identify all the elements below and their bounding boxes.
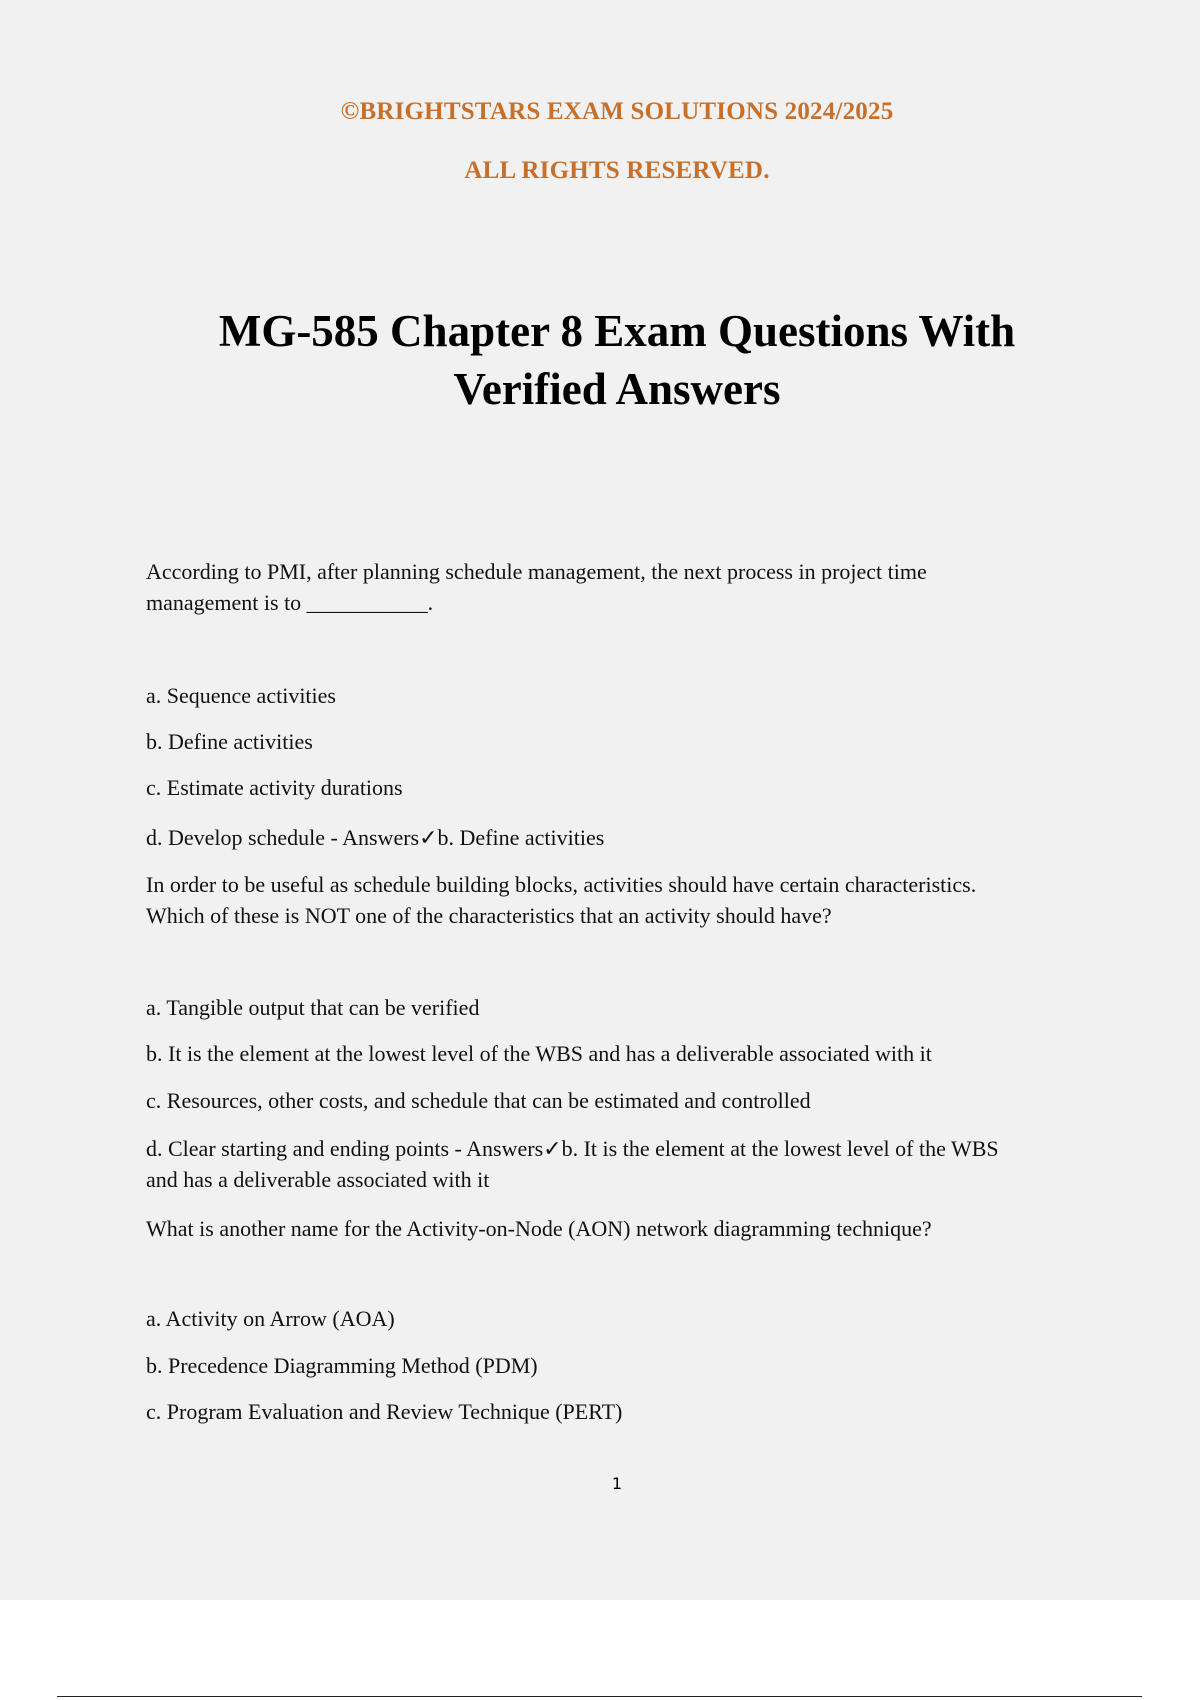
question-2-option-d-answer: [146, 1133, 1086, 1195]
question-2-option-b: b. It is the element at the lowest level of the WBS and has a deliverable associated with it: [146, 1041, 932, 1066]
question-2-answer-line-2: and has a deliverable associated with it: [146, 1167, 490, 1192]
question-2-option-a: a. Tangible output that can be verified: [146, 995, 480, 1020]
question-1-option-a: a. Sequence activities: [146, 683, 336, 708]
title-line-1: MG-585 Chapter 8 Exam Questions With: [218, 306, 1016, 356]
question-1-option-d-answer: d. Develop schedule - Answers✓b. Define activities: [146, 825, 605, 850]
question-2-prompt: [146, 869, 1086, 931]
question-1-option-b: b. Define activities: [146, 729, 313, 754]
question-2-prompt-line-2: Which of these is NOT one of the characteristics that an activity should have?: [146, 903, 832, 928]
question-3-option-b: b. Precedence Diagramming Method (PDM): [146, 1353, 538, 1378]
question-2-prompt-line-1: In order to be useful as schedule building blocks, activities should have certain characteristics.: [146, 872, 977, 897]
question-2-option-c: c. Resources, other costs, and schedule that can be estimated and controlled: [146, 1088, 811, 1113]
question-2-answer-line-1: d. Clear starting and ending points - Answers✓b. It is the element at the lowest level of the WBS: [146, 1136, 999, 1161]
question-3-option-a: a. Activity on Arrow (AOA): [146, 1306, 395, 1331]
copyright-line-2: ALL RIGHTS RESERVED.: [464, 157, 770, 184]
copyright-line-1: ©BRIGHTSTARS EXAM SOLUTIONS 2024/2025: [340, 98, 894, 125]
question-3-option-c: c. Program Evaluation and Review Technique (PERT): [146, 1399, 623, 1424]
question-3-prompt: What is another name for the Activity-on-Node (AON) network diagramming technique?: [146, 1216, 932, 1241]
title-line-2: Verified Answers: [453, 364, 781, 414]
document-title: [0, 302, 1200, 418]
page-divider: [57, 1696, 1142, 1697]
question-1-prompt-line-1: According to PMI, after planning schedule management, the next process in project time: [146, 559, 927, 584]
question-1-prompt: [146, 556, 1086, 618]
page-number: 1: [611, 1474, 623, 1493]
question-1-prompt-line-2: management is to ___________.: [146, 590, 434, 615]
question-1-option-c: c. Estimate activity durations: [146, 775, 403, 800]
